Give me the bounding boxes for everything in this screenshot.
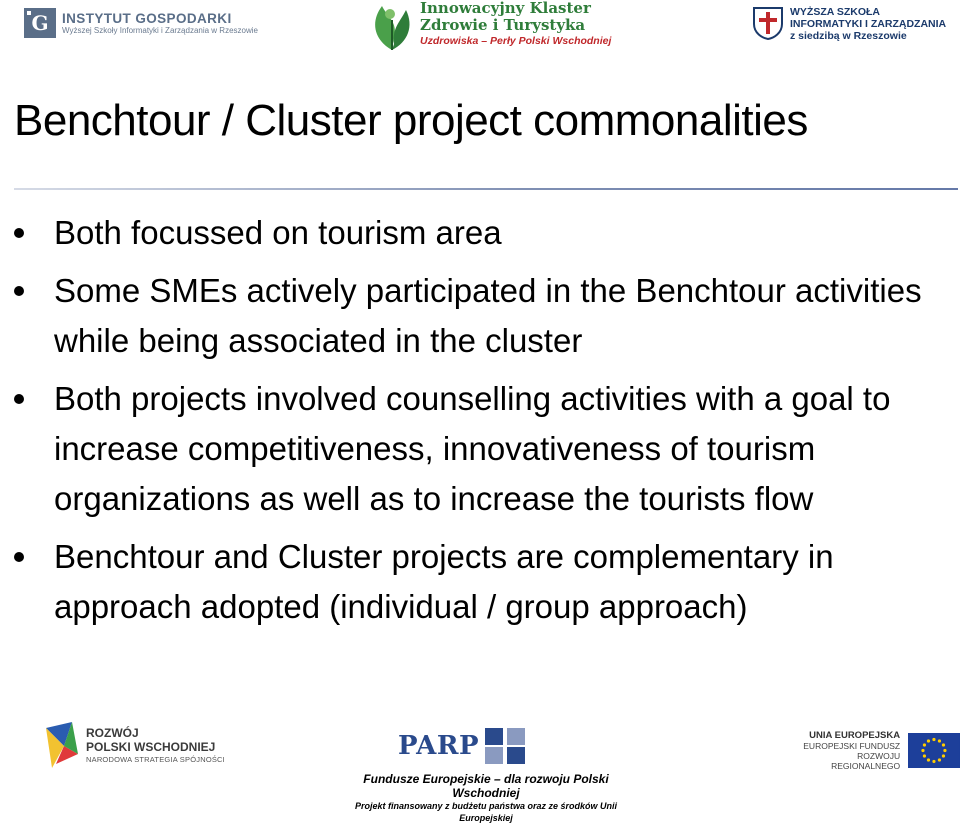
bullet-text: Benchtour and Cluster projects are complementary in approach adopted (individual / group approach) (54, 538, 834, 625)
wsiz-logo (752, 6, 946, 43)
eu-star-icon (927, 758, 930, 761)
bullet-item (0, 532, 960, 632)
ig-mark-icon (24, 8, 56, 38)
eu-star-icon (923, 754, 926, 757)
bullet-text: Both focussed on tourism area (54, 214, 502, 251)
klaster-line2: Zdrowie i Turystyka (420, 16, 586, 34)
eu-star-icon (938, 739, 941, 742)
eu-star-icon (923, 743, 926, 746)
eu-star-icon (932, 738, 935, 741)
wsiz-line2: INFORMATYKI I ZARZĄDZANIA (790, 18, 947, 30)
footer-logos (0, 712, 960, 823)
bullet-text: Some SMEs actively participated in the Benchtour activities while being associated in the cluster (54, 272, 922, 359)
eu-star-icon (921, 749, 924, 752)
rpw-line2: POLSKI WSCHODNIEJ (86, 739, 216, 754)
instytut-gospodarki-logo (24, 8, 258, 38)
bullet-dot-icon (14, 286, 24, 296)
leaf-icon (368, 0, 416, 52)
rpw-line3: NARODOWA STRATEGIA SPÓJNOŚCI (86, 754, 225, 764)
parp-logo (398, 726, 527, 766)
funding-notice (336, 772, 636, 824)
wsiz-line1: WYŻSZA SZKOŁA (790, 6, 881, 18)
klaster-logo (368, 0, 611, 52)
funding-line2: Projekt finansowany z budżetu państwa oraz ze środków Unii Europejskiej (354, 801, 618, 823)
eu-line1: UNIA EUROPEJSKA (809, 730, 901, 741)
parp-mark-icon (483, 726, 527, 766)
bullet-item (0, 266, 960, 366)
bullet-text: Both projects involved counselling activities with a goal to increase competitiveness, innovativeness of tourism organizations as well as to increase the tourists flow (54, 380, 891, 517)
eu-star-icon (942, 754, 945, 757)
bullet-dot-icon (14, 552, 24, 562)
wsiz-line3: z siedzibą w Rzeszowie (790, 30, 907, 42)
bullet-item (0, 374, 960, 524)
eu-line3: ROZWOJU REGIONALNEGO (831, 751, 901, 771)
eu-flag-icon (908, 733, 960, 768)
ig-subtitle: Wyższej Szkoły Informatyki i Zarządzania w Rzeszowie (62, 25, 258, 35)
eu-star-icon (932, 760, 935, 763)
rozwoj-polski-wschodniej-logo (42, 720, 225, 770)
funding-line1: Fundusze Europejskie – dla rozwoju Polski Wschodniej (363, 772, 609, 800)
crest-icon (752, 6, 784, 40)
klaster-line3: Uzdrowiska – Perły Polski Wschodniej (420, 35, 612, 47)
eu-logo (786, 730, 960, 771)
eu-star-icon (942, 743, 945, 746)
slide-title: Benchtour / Cluster project commonalities (14, 96, 808, 145)
eu-line2: EUROPEJSKI FUNDUSZ (803, 741, 901, 751)
bullet-item (0, 208, 960, 258)
klaster-line1: Innowacyjny Klaster (420, 0, 591, 17)
ig-name: INSTYTUT GOSPODARKI (62, 10, 232, 26)
eu-star-icon (938, 758, 941, 761)
parp-text: PARP (398, 731, 479, 761)
eu-star-icon (927, 739, 930, 742)
bullet-dot-icon (14, 228, 24, 238)
title-divider (14, 188, 958, 190)
eu-star-icon (943, 749, 946, 752)
svg-text:G: G (31, 11, 49, 35)
star-icon (42, 720, 80, 770)
header-logos (0, 0, 960, 60)
rpw-line1: ROZWÓJ (86, 725, 139, 740)
bullet-list (0, 208, 960, 640)
bullet-dot-icon (14, 394, 24, 404)
